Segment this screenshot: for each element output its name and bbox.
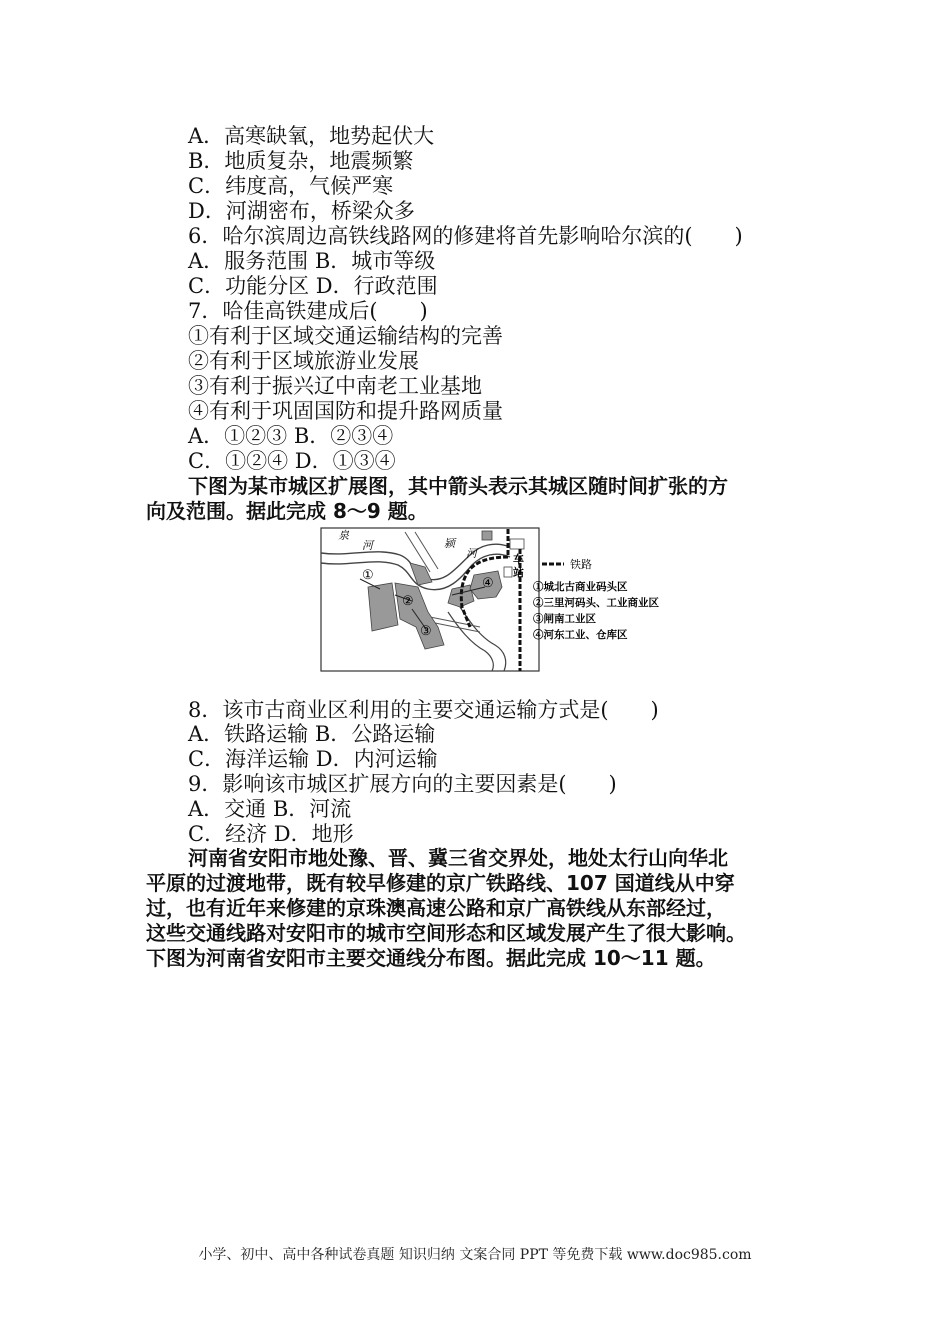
legend-item-3: ③闸南工业区 <box>533 613 596 625</box>
river2-label: 颍 <box>444 537 455 550</box>
river1-label-2: 河 <box>362 539 373 552</box>
q8-stem: 8．该市古商业区利用的主要交通运输方式是( ) <box>188 698 659 722</box>
intro-paragraph-1 <box>146 474 826 524</box>
legend-item-4: ④河东工业、仓库区 <box>533 629 628 641</box>
building-1 <box>482 531 492 540</box>
river1-label: 泉 <box>338 529 349 542</box>
q7-item-2: ②有利于区域旅游业发展 <box>188 349 419 373</box>
q6-stem: 6．哈尔滨周边高铁线路网的修建将首先影响哈尔滨的( ) <box>188 224 743 248</box>
marker-4: ④ <box>482 576 494 591</box>
q7-item-3: ③有利于振兴辽中南老工业基地 <box>188 374 482 398</box>
q7-stem: 7．哈佳高铁建成后( ) <box>188 299 428 323</box>
q9-stem: 9．影响该市城区扩展方向的主要因素是( ) <box>188 772 617 796</box>
page-footer: 小学、初中、高中各种试卷真题 知识归纳 文案合同 PPT 等免费下载 www.doc985.com <box>198 1247 752 1263</box>
building-2 <box>510 539 524 549</box>
intro1-line-1: 下图为某市城区扩展图，其中箭头表示其城区随时间扩张的方 <box>188 474 728 498</box>
legend-railway-label: 铁路 <box>570 558 592 571</box>
intro2-line-5: 下图为河南省安阳市主要交通线分布图。据此完成 10～11 题。 <box>146 946 716 970</box>
station-label-2: 站 <box>513 566 524 579</box>
intro-paragraph-2 <box>146 846 826 971</box>
legend-item-2: ②三里河码头、工业商业区 <box>533 597 659 609</box>
station-building <box>504 567 512 577</box>
legend-item-1: ①城北古商业码头区 <box>533 581 628 593</box>
intro1-line-2: 向及范围。据此完成 8～9 题。 <box>146 499 428 523</box>
intro2-line-3: 过，也有近年来修建的京珠澳高速公路和京广高铁线从东部经过， <box>146 896 726 920</box>
q6-options-ab: A．服务范围 B．城市等级 <box>188 249 436 273</box>
q7-item-4: ④有利于巩固国防和提升路网质量 <box>188 399 503 423</box>
intro2-line-2: 平原的过渡地带，既有较早修建的京广铁路线、107 国道线从中穿 <box>146 871 735 895</box>
marker-1: ① <box>362 568 374 583</box>
q9-options-ab: A．交通 B．河流 <box>188 797 352 821</box>
q5-option-b: B．地质复杂，地震频繁 <box>188 149 414 173</box>
city-expansion-map <box>320 527 690 673</box>
q5-option-c: C．纬度高，气候严寒 <box>188 174 394 198</box>
q9-options-cd: C．经济 D．地形 <box>188 822 354 846</box>
q5-option-d: D．河湖密布，桥梁众多 <box>188 199 415 223</box>
q5-option-a: A．高寒缺氧，地势起伏大 <box>188 124 435 148</box>
map-frame <box>321 528 539 671</box>
q8-options-cd: C．海洋运输 D．内河运输 <box>188 747 438 771</box>
river2-label-2: 河 <box>466 547 477 560</box>
station-label-1: 车 <box>513 553 524 566</box>
q7-item-1: ①有利于区域交通运输结构的完善 <box>188 324 503 348</box>
q8-options-ab: A．铁路运输 B．公路运输 <box>188 722 436 746</box>
q7-options-cd: C．①②④ D．①③④ <box>188 449 396 473</box>
q6-options-cd: C．功能分区 D．行政范围 <box>188 274 438 298</box>
intro2-line-1: 河南省安阳市地处豫、晋、冀三省交界处，地处太行山向华北 <box>188 846 728 870</box>
intro2-line-4: 这些交通线路对安阳市的城市空间形态和区域发展产生了很大影响。 <box>146 921 746 945</box>
marker-3: ③ <box>420 624 432 639</box>
q7-options-ab: A．①②③ B．②③④ <box>188 424 394 448</box>
marker-2: ② <box>402 594 414 609</box>
